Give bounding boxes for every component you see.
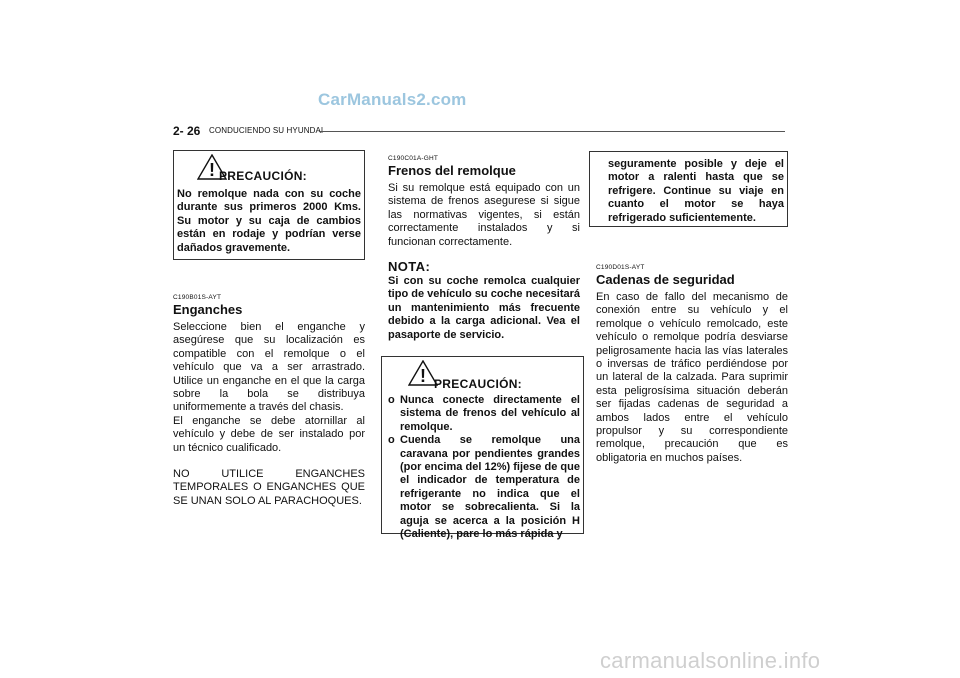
list-item: o Cuenda se remolque una caravana por pendientes grandes (por encima del 12%) fijese de que el indicador de temperatura de refrigerante no indica que el motor se sobrecalienta. Si la aguja se acerca a la posición H (Caliente), pare lo más rápida y [388,434,580,541]
warning-header [388,357,580,391]
section-code: C190D01S-AYT [596,264,645,271]
page-header [173,124,785,136]
section-frenos-remolque [388,155,580,249]
section-code: C190C01A-GHT [388,155,439,162]
warning-box-towing [173,150,365,260]
list-item: o Nunca conecte directamente el sistema de frenos del vehículo al remolque. [388,394,580,433]
warning-title: PRECAUCIÓN: [219,169,307,183]
section-enganches [173,294,365,508]
column-3 [596,151,788,464]
warning-header [177,151,361,181]
bullet-mark: o [388,434,395,447]
warning-list [388,394,580,541]
warning-box-continued [589,151,788,227]
section-heading: Frenos del remolque [388,163,516,178]
column-1 [173,150,365,507]
section-cadenas-seguridad [596,264,788,465]
section-heading: Cadenas de seguridad [596,272,735,287]
paragraph: Seleccione bien el enganche y asegúrese que su localización es compatible con el remolque o el vehículo que va a ser arrastrado. Utilice un enganche en el que la carga sobre la bola se distribuya uniformemente a través del chasis. [173,321,365,414]
bullet-mark: o [388,394,395,406]
section-heading: Enganches [173,302,243,317]
paragraph: El enganche se debe atornillar al vehículo y debe de ser instalado por un técnico cualificado. [173,414,365,454]
note-text: Si con su coche remolca cualquier tipo de vehículo su coche necesitará un mantenimiento más frecuente debido a la carga adicional. Vea el pasaporte de servicio. [388,275,580,341]
warning-title: PRECAUCIÓN: [434,377,522,391]
section-title: CONDUCIENDO SU HYUNDAI [209,126,324,135]
paragraph-uppercase: NO UTILICE ENGANCHES TEMPORALES O ENGANCHES QUE SE UNAN SOLO AL PARACHOQUES. [173,468,365,507]
note-title: NOTA: [388,259,431,275]
note [388,259,580,342]
header-divider [319,131,785,132]
svg-text:!: ! [209,160,215,180]
paragraph: En caso de fallo del mecanismo de conexión entre su vehículo y el remolque o vehículo remolcado, este vehículo o remolque podría desviarse peligrosamente hacia las vías laterales o inversas de tráfico perdiéndose por un lateral de la calzada. Para suprimir esta peligrosísima situación deberán ser fijadas cadenas de seguridad a ambos lados entre el vehículo propulsor y su correspondiente remolque, precaución que es obligatoria en muchos países. [596,291,788,464]
watermark-carmanualsonline: carmanualsonline.info [600,648,821,673]
warning-text: No remolque nada con su coche durante sus primeros 2000 Kms. Su motor y su caja de cambios están en rodaje y podrían verse dañados gravemente. [177,188,361,254]
warning-continued-text: seguramente posible y deje el motor a ralenti hasta que se refrigere. Continue su viaje en cuanto el motor se haya refrigerado suficientemente. [608,158,784,224]
section-code: C190B01S-AYT [173,294,222,301]
watermark-carmanuals2: CarManuals2.com [318,90,467,109]
svg-text:!: ! [420,366,426,386]
page-number: 2- 26 [173,124,201,138]
column-2 [388,155,580,541]
warning-box-brakes [381,356,584,541]
paragraph: Si su remolque está equipado con un sistema de frenos asegurese si sigue las normativas vigentes, si están correctamente instalados y si funcionan correctamente. [388,182,580,248]
